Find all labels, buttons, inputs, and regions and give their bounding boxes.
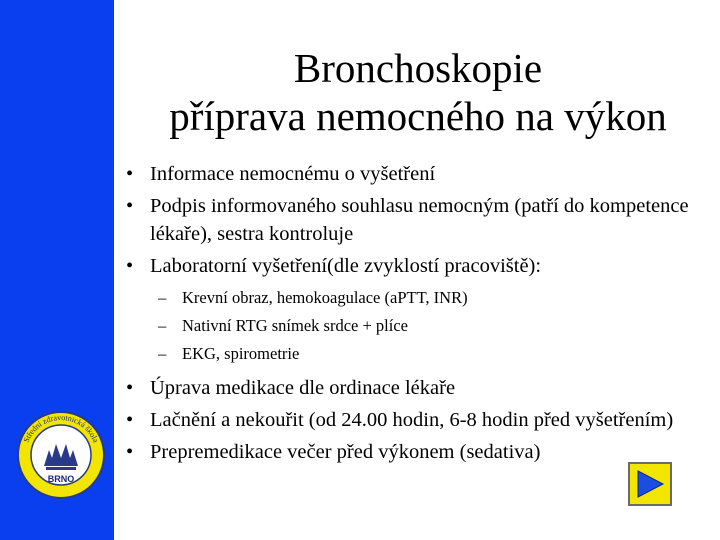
slide-content bbox=[122, 160, 702, 470]
slide-title bbox=[120, 44, 716, 140]
sub-bullet-item: – Nativní RTG snímek srdce + plíce bbox=[150, 312, 702, 340]
sub-bullet-item: – EKG, spirometrie bbox=[150, 340, 702, 368]
play-arrow-icon bbox=[635, 469, 665, 499]
title-line-2: příprava nemocného na výkon bbox=[169, 93, 667, 139]
bullet-item: • Informace nemocnému o vyšetření bbox=[122, 160, 702, 188]
sub-bullet-item: – Krevní obraz, hemokoagulace (aPTT, INR) bbox=[150, 284, 702, 312]
bullet-list bbox=[122, 160, 702, 466]
title-line-1: Bronchoskopie bbox=[293, 45, 543, 91]
bullet-item bbox=[122, 252, 702, 368]
bullet-item-text: Laboratorní vyšetření(dle zvyklostí pracoviště): bbox=[150, 255, 542, 277]
bullet-item: • Prepremedikace večer před výkonem (sedativa) bbox=[122, 438, 702, 466]
bullet-item: • Lačnění a nekouřit (od 24.00 hodin, 6-8 hodin před vyšetřením) bbox=[122, 406, 702, 434]
logo-arc-text: Střední zdravotnická škola bbox=[21, 412, 101, 444]
logo-city: BRNO bbox=[47, 474, 75, 484]
sub-bullet-list bbox=[150, 284, 702, 368]
school-logo bbox=[16, 410, 106, 500]
bullet-item: • Úprava medikace dle ordinace lékaře bbox=[122, 374, 702, 402]
bullet-item: • Podpis informovaného souhlasu nemocným (patří do kompetence lékaře), sestra kontroluje bbox=[122, 192, 702, 248]
next-slide-button[interactable] bbox=[628, 462, 672, 506]
